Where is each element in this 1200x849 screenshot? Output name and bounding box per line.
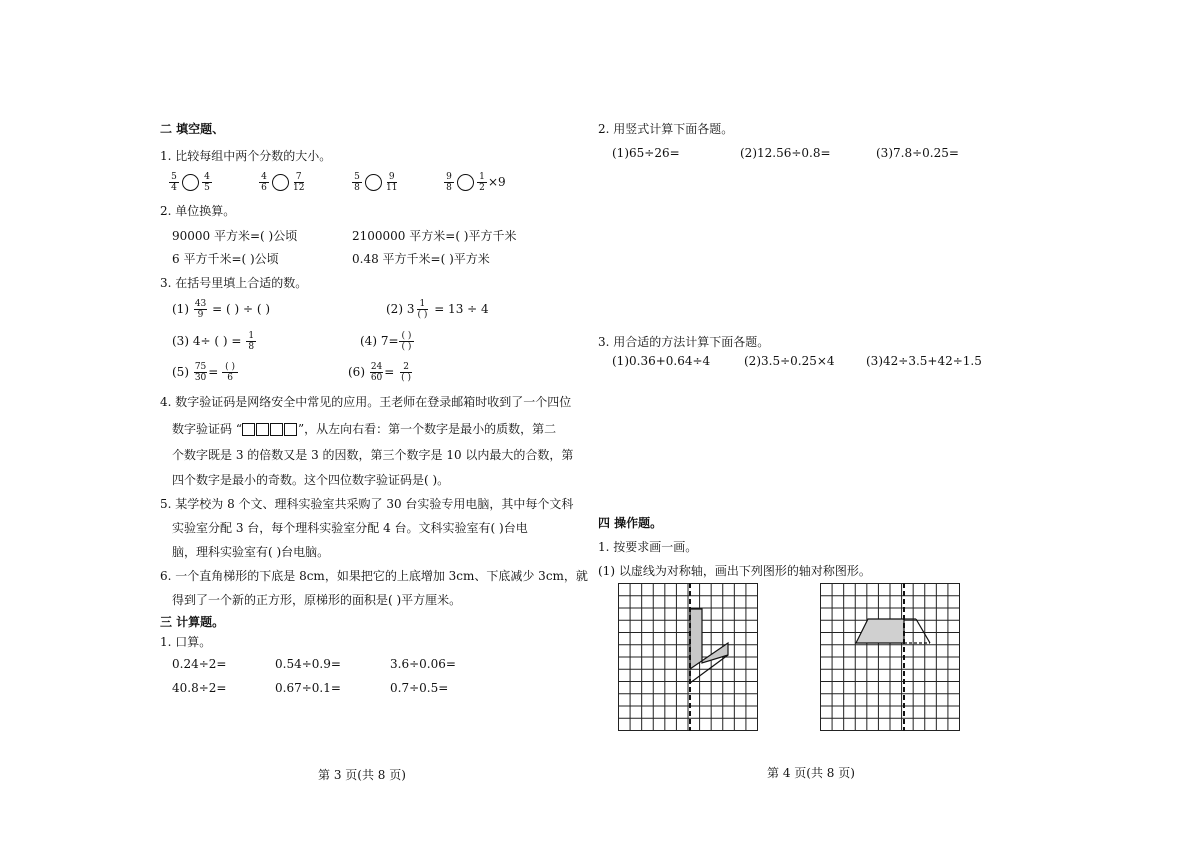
- compare-circle[interactable]: [182, 174, 199, 191]
- fraction: $\frac{9}{11}$: [386, 172, 398, 193]
- right-question-3-title: 3. 用合适的方法计算下面各题。: [598, 335, 770, 349]
- question-4-line-4: 四个数字是最小的奇数。这个四位数字验证码是( )。: [172, 473, 450, 487]
- fraction: $\frac{5}{4}$: [169, 172, 179, 193]
- question-4-line-3: 个数字既是 3 的倍数又是 3 的因数，第三个数字是 10 以内最大的合数，第: [172, 448, 574, 462]
- question-5-line-3: 脑，理科实验室有( )台电脑。: [172, 545, 330, 559]
- grid-figure-1: [618, 583, 758, 731]
- section-2-title: 二 填空题、: [160, 122, 225, 136]
- method-calc-item: (1)0.36+0.64÷4: [612, 354, 711, 368]
- operation-1-title: 1. 按要求画一画。: [598, 540, 698, 554]
- unit-conversion-3: 6 平方千米=( )公顷: [172, 252, 279, 266]
- fill-item-1: (1) $\frac{43}{9}$ = ( ) ÷ ( ): [172, 299, 271, 320]
- compare-circle[interactable]: [457, 174, 474, 191]
- operation-1-subtitle: (1) 以虚线为对称轴，画出下列图形的轴对称图形。: [598, 564, 871, 578]
- code-box: [256, 423, 269, 436]
- oral-calc-item: 0.24÷2=: [172, 657, 227, 671]
- fraction: $\frac{7}{12}$: [293, 172, 305, 193]
- compare-circle[interactable]: [365, 174, 382, 191]
- question-4-line-2: 数字验证码 “ ”，从左向右看：第一个数字是最小的质数，第二: [172, 422, 557, 436]
- shaded-shape: [856, 619, 904, 643]
- vertical-calc-item: (2)12.56÷0.8=: [740, 146, 831, 160]
- question-5-line-2: 实验室分配 3 台，每个理科实验室分配 4 台。文科实验室有( )台电: [172, 521, 528, 535]
- fraction: $\frac{4}{5}$: [202, 172, 212, 193]
- oral-calc-item: 3.6÷0.06=: [390, 657, 456, 671]
- question-2-text: 2. 单位换算。: [160, 204, 236, 218]
- method-calc-item: (3)42÷3.5+42÷1.5: [866, 354, 982, 368]
- fraction: $\frac{5}{8}$: [352, 172, 362, 193]
- grid-lines: [820, 583, 960, 731]
- fraction-compare-2: [258, 172, 306, 193]
- oral-calc-item: 0.54÷0.9=: [275, 657, 341, 671]
- question-4-line-1: 4. 数字验证码是网络安全中常见的应用。王老师在登录邮箱时收到了一个四位: [160, 395, 572, 409]
- fill-item-6: (6) $\frac{24}{60}$ = 2 ( ): [348, 362, 412, 383]
- grid-lines: [618, 583, 758, 731]
- fill-item-4: (4) 7= ( ) ( ): [360, 331, 414, 352]
- fraction: $\frac{1}{2}$: [477, 172, 487, 193]
- vertical-calc-item: (3)7.8÷0.25=: [876, 146, 959, 160]
- code-box: [242, 423, 255, 436]
- oral-calc-item: 40.8÷2=: [172, 681, 227, 695]
- fraction-compare-4: $\frac{9}{8}$ $\frac{1}{2}$ ×9: [443, 172, 506, 193]
- page-footer-left: 第 3 页(共 8 页): [318, 768, 406, 782]
- code-box: [284, 423, 297, 436]
- oral-calc-title: 1. 口算。: [160, 635, 212, 649]
- section-4-title: 四 操作题。: [598, 516, 663, 530]
- unit-conversion-4: 0.48 平方千米=( )平方米: [352, 252, 490, 266]
- grid-figure-2: [820, 583, 960, 731]
- question-6-line-2: 得到了一个新的正方形，原梯形的面积是( )平方厘米。: [172, 593, 462, 607]
- unit-conversion-1: 90000 平方米=( )公顷: [172, 229, 298, 243]
- unit-conversion-2: 2100000 平方米=( )平方千米: [352, 229, 517, 243]
- compare-circle[interactable]: [272, 174, 289, 191]
- fraction: $\frac{4}{6}$: [259, 172, 269, 193]
- fraction-compare-1: [168, 172, 213, 193]
- vertical-calc-item: (1)65÷26=: [612, 146, 680, 160]
- fraction-compare-3: [351, 172, 399, 193]
- oral-calc-item: 0.7÷0.5=: [390, 681, 449, 695]
- question-6-line-1: 6. 一个直角梯形的下底是 8cm，如果把它的上底增加 3cm、下底减少 3cm，就: [160, 569, 588, 583]
- question-5-line-1: 5. 某学校为 8 个文、理科实验室共采购了 30 台实验专用电脑，其中每个文科: [160, 497, 574, 511]
- section-3-title: 三 计算题。: [160, 615, 225, 629]
- fraction: $\frac{9}{8}$: [444, 172, 454, 193]
- fill-item-5: (5) $\frac{75}{30}$ = ( ) 6: [172, 362, 238, 383]
- method-calc-item: (2)3.5÷0.25×4: [744, 354, 835, 368]
- fill-item-2: (2) 3 1 ( ) = 13 ÷ 4: [386, 299, 489, 320]
- shape-line: [916, 619, 930, 643]
- oral-calc-item: 0.67÷0.1=: [275, 681, 341, 695]
- code-box: [270, 423, 283, 436]
- question-1-text: 1. 比较每组中两个分数的大小。: [160, 149, 332, 163]
- page-footer-right: 第 4 页(共 8 页): [767, 766, 855, 780]
- fill-item-3: (3) 4÷ ( ) = $\frac{1}{8}$: [172, 331, 257, 352]
- question-3-text: 3. 在括号里填上合适的数。: [160, 276, 308, 290]
- right-question-2-title: 2. 用竖式计算下面各题。: [598, 122, 734, 136]
